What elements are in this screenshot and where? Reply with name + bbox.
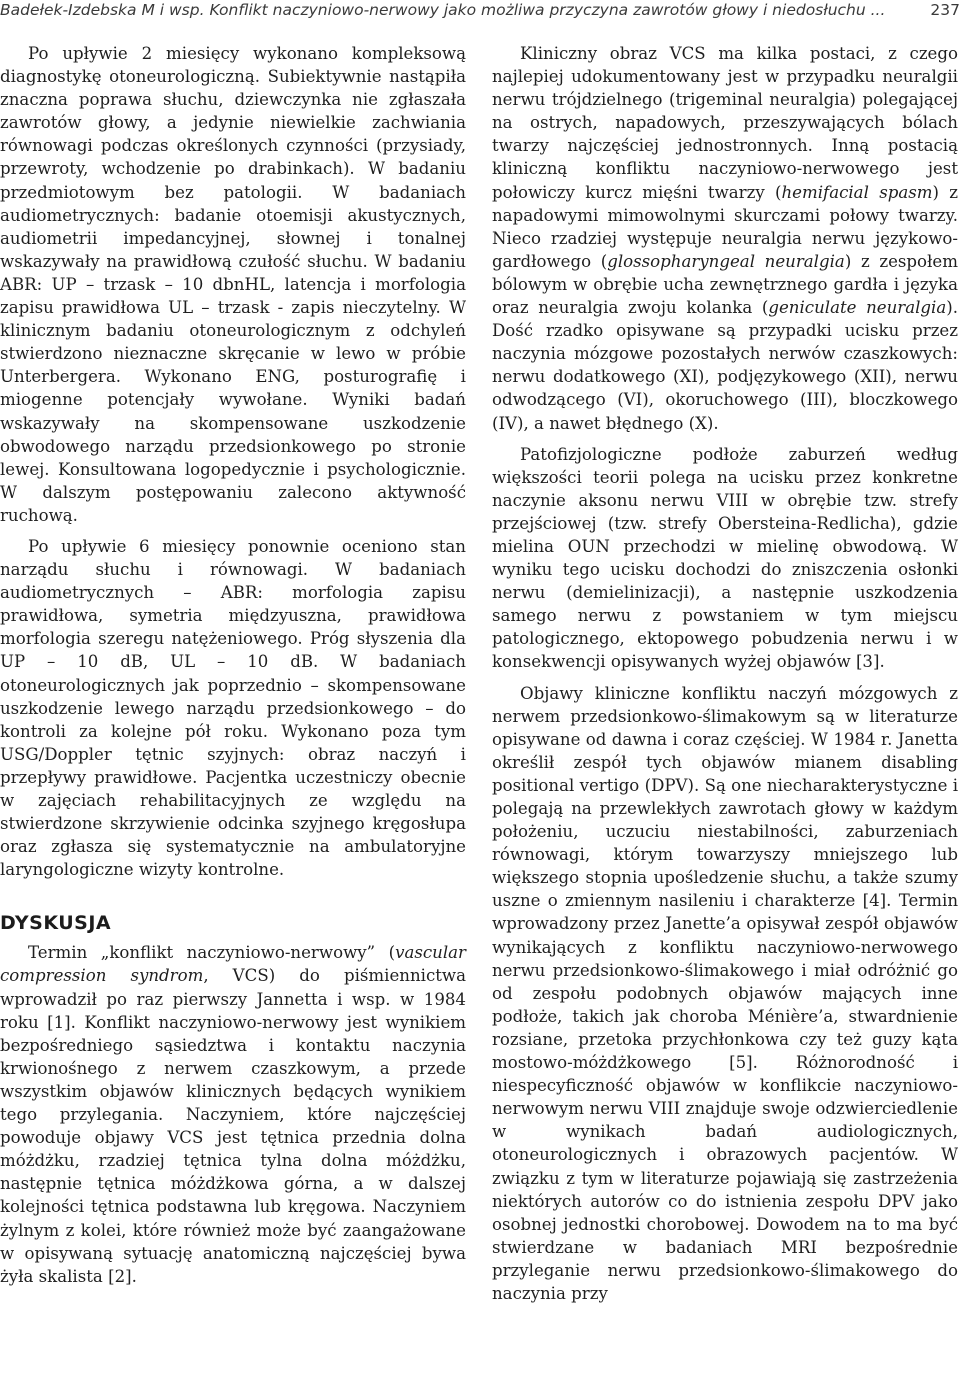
italic-term: hemifacial spasm bbox=[781, 182, 933, 202]
text-run: ) z napadowymi mimowolnymi skurczami połowy twarzy. Nieco rzadziej występuje neuralgia nerwu językowo-gardłowego ( bbox=[492, 182, 959, 271]
left-column bbox=[0, 42, 466, 1296]
italic-term: vascular compression syndrom bbox=[0, 943, 466, 986]
discussion-paragraph-2 bbox=[492, 42, 958, 435]
discussion-paragraph-3: Patofizjologiczne podłoże zaburzeń według większości teorii polega na ucisku przez konkretne naczynie aksonu nerwu VIII w obrębie tzw. strefy przejściowej (tzw. strefy Obersteina-Redlicha), gdzie mielina OUN przechodzi w mielinę obwodową. W wyniku tego ucisku dochodzi do zniszczenia osłonki nerwu (demielinizacji), a następnie uszkodzenia samego nerwu z powstaniem w tym miejscu patologicznego, ektopowego pobudzenia nerwu i w konsekwencji opisywanych wyżej objawów [3]. bbox=[492, 444, 958, 672]
italic-term: glossopharyngeal neuralgia bbox=[607, 251, 845, 271]
running-header bbox=[0, 0, 960, 26]
page-number: 237 bbox=[930, 1, 960, 19]
right-column bbox=[492, 42, 958, 1313]
discussion-paragraph-4: Objawy kliniczne konfliktu naczyń mózgowych z nerwem przedsionkowo-ślimakowym są w literaturze opisywane od dawna i coraz częściej. W 1984 r. Janetta określił zespół tych objawów mianem disabling positional vertigo (DPV). Są one niecharakterystyczne i polegają na przewlekłych zawrotach głowy w każdym położeniu, uczuciu niestabilności, zaburzeniach równowagi, którym towarzyszy mniejszego lub większego stopnia upośledzenie słuchu, a także szumy uszne o zmiennym nasileniu i charakterze [4]. Termin wprowadzony przez Janette’a opisywał zespół objawów wynikających z konfliktu naczyniowo-nerwowego nerwu przedsionkowo-ślimakowego i miał odróżnić go od zespołu podobnych objawów mających inne podłoże, takich jak choroba Ménière’a, stwardnienie rozsiane, przetoka przychłonkowa czy też guzy kąta mostowo-móżdżkowego [5]. Różnorodność i niespecyficzność objawów w konflikcie naczyniowo-nerwowym nerwu VIII znajduje swoje odzwierciedlenie w wynikach badań audiologicznych, otoneurologicznych i obrazowych pacjentów. W związku z tym w literaturze pojawiają się zastrzeżenia niektórych autorów co do istnienia zespołu DPV jako osobnej jednostki chorobowej. Dowodem na to ma być stwierdzane w badaniach MRI bezpośrednie przyleganie nerwu przedsionkowo-ślimakowego do naczynia przy bbox=[492, 683, 958, 1303]
text-run: ). Dość rzadko opisywane są przypadki ucisku przez naczynia mózgowe pozostałych nerwów czaszkowych: nerwu dodatkowego (XI), podjęzykowego (XII), nerwu odwodzącego (VI), okoruchowego (III), bloczkowego (IV), a nawet błędnego (X). bbox=[492, 298, 958, 433]
discussion-paragraph-1 bbox=[0, 941, 466, 1287]
text-run: Kliniczny obraz VCS ma kilka postaci, z czego najlepiej udokumentowany jest w przypadku neuralgii nerwu trójdzielnego (trigeminal neuralgia) polegającej na ostrych, napadowych, przeszywających bólach twarzy najczęściej jednostronnych. Inną postacią kliniczną konfliktu naczyniowo-nerwowego jest połowiczy kurcz mięśni twarzy ( bbox=[492, 44, 958, 202]
article-body bbox=[0, 42, 960, 1382]
running-title: Badełek-Izdebska M i wsp. Konflikt naczyniowo-nerwowy jako możliwa przyczyna zawrotów głowy i niedosłuchu ... bbox=[0, 1, 886, 19]
section-heading-discussion: DYSKUSJA bbox=[0, 912, 112, 935]
case-paragraph-2: Po upływie 6 miesięcy ponownie oceniono stan narządu słuchu i równowagi. W badaniach audiometrycznych – ABR: morfologia zapisu prawidłowa, symetria międzyuszna, prawidłowa morfologia szeregu natężeniowego. Próg słyszenia dla UP – 10 dB, UL – 10 dB. W badaniach otoneurologicznych jak poprzednio – skompensowane uszkodzenie lewego narządu przedsionkowego – do kontroli za kolejne pół roku. Wykonano poza tym USG/Doppler tętnic szyjnych: obraz naczyń i przepływy prawidłowe. Pacjentka uczestniczy obecnie w zajęciach rehabilitacyjnych ze względu na stwierdzone skrzywienie odcinka szyjnego kręgosłupa oraz zgłasza się systematycznie na ambulatoryjne laryngologiczne wizyty kontrolne. bbox=[0, 536, 466, 880]
italic-term: geniculate neuralgia bbox=[768, 298, 947, 318]
text-run: , VCS) do piśmiennictwa wprowadził po raz pierwszy Jannetta i wsp. w 1984 roku [1]. Konflikt naczyniowo-nerwowy jest wynikiem bezpośredniego sąsiedztwa i kontaktu naczynia krwionośnego z nerwem czaszkowym, a przede wszystkim objawów klinicznych będących wynikiem tego przylegania. Naczyniem, które najczęściej powoduje objawy VCS jest tętnica przednia dolna móżdżku, rzadziej tętnica tylna dolna móżdżku, następnie tętnica móżdżkowa górna, a w dalszej kolejności tętnica podstawna lub kręgowa. Naczyniem żylnym z kolei, które również może być zaangażowane w opisywaną sytuację anatomiczną najczęściej bywa żyła skalista [2]. bbox=[0, 966, 467, 1286]
case-paragraph-1: Po upływie 2 miesięcy wykonano kompleksową diagnostykę otoneurologiczną. Subiektywnie nastąpiła znaczna poprawa słuchu, dziewczynka nie zgłaszała zawrotów głowy, a jedynie niewielkie zachwiania równowagi podczas określonych czynności (przysiady, przewroty, wchodzenie po drabinkach). W badaniu przedmiotowym bez patologii. W badaniach audiometrycznych: badanie otoemisji akustycznych, audiometrii impedancyjnej, słownej i tonalnej wskazywały na prawidłową czułość słuchu. W badaniu ABR: UP – trzask – 10 dbnHL, latencja i morfologia zapisu prawidłowa UL – trzask - zapis nieczytelny. W klinicznym badaniu otoneurologicznym z odchyleń stwierdzono nieznaczne skręcanie w lewo w próbie Unterbergera. Wykonano ENG, posturografię i miogenne potencjały wywołane. Wyniki badań wskazywały na skompensowane uszkodzenie obwodowego narządu przedsionkowego po stronie lewej. Konsultowana logopedycznie i psychologicznie. W dalszym postępowaniu zalecono aktywność ruchową. bbox=[0, 44, 466, 525]
text-run: ) z zespołem bólowym w obrębie ucha zewnętrznego gardła i języka oraz neuralgia zwoju kolanka ( bbox=[492, 251, 958, 318]
text-run: Termin „konflikt naczyniowo-nerwowy” ( bbox=[28, 943, 396, 963]
